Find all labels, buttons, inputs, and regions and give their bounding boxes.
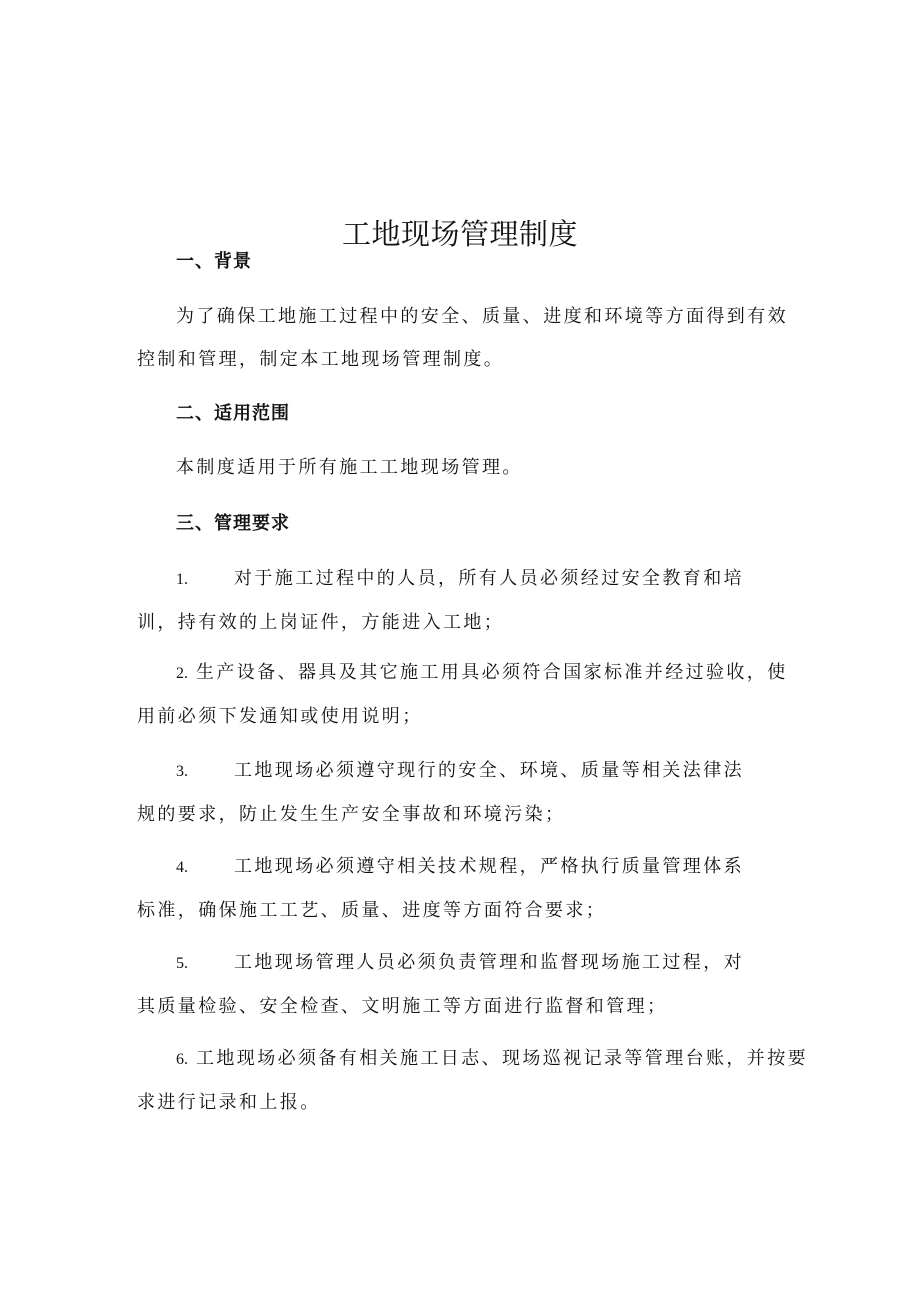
requirement-line-2: 用前必须下发通知或使用说明； <box>137 706 423 727</box>
requirement-item-4 <box>137 845 797 932</box>
requirement-line-1 <box>137 1037 808 1081</box>
requirement-item-1 <box>137 557 797 644</box>
item-number: 1. <box>176 571 188 588</box>
requirement-line-2: 求进行记录和上报。 <box>137 1092 321 1113</box>
paragraph-line: 本制度适用于所有施工工地现场管理。 <box>176 457 523 478</box>
item-text: 工地现场管理人员必须负责管理和监督现场施工过程，对 <box>234 952 744 973</box>
requirement-line-2: 其质量检验、安全检查、文明施工等方面进行监督和管理； <box>137 996 668 1017</box>
section-scope-paragraph <box>137 446 797 489</box>
requirement-line-1 <box>137 651 797 695</box>
item-number: 6. <box>176 1051 188 1068</box>
item-number: 2. <box>176 665 188 682</box>
requirement-item-5 <box>137 941 797 1028</box>
item-text: 工地现场必须遵守现行的安全、环境、质量等相关法律法 <box>234 760 744 781</box>
paragraph-line: 控制和管理，制定本工地现场管理制度。 <box>137 349 505 370</box>
requirement-line-2: 训，持有效的上岗证件，方能进入工地； <box>137 612 505 633</box>
requirement-line-2: 标准，确保施工工艺、质量、进度等方面符合要求； <box>137 900 607 921</box>
requirement-line-1 <box>137 845 797 889</box>
requirement-line-1 <box>137 941 797 985</box>
requirement-item-6 <box>137 1037 808 1124</box>
document-title: 工地现场管理制度 <box>341 217 578 252</box>
item-number: 3. <box>176 763 188 780</box>
requirement-line-1 <box>137 557 797 601</box>
requirement-line-1 <box>137 749 797 793</box>
item-text: 工地现场必须遵守相关技术规程，严格执行质量管理体系 <box>234 856 744 877</box>
item-text: 对于施工过程中的人员，所有人员必须经过安全教育和培 <box>234 568 744 589</box>
section-background-paragraph <box>137 295 797 381</box>
item-text: 生产设备、器具及其它施工用具必须符合国家标准并经过验收，使 <box>196 662 788 683</box>
item-text: 工地现场必须备有相关施工日志、现场巡视记录等管理台账，并按要 <box>196 1048 808 1069</box>
item-number: 4. <box>176 859 188 876</box>
paragraph-line: 为了确保工地施工过程中的安全、质量、进度和环境等方面得到有效 <box>176 306 788 327</box>
requirement-line-2: 规的要求，防止发生生产安全事故和环境污染； <box>137 804 566 825</box>
section-heading-background: 一、背景 <box>176 251 252 272</box>
section-heading-requirements: 三、管理要求 <box>176 513 290 534</box>
requirement-item-3 <box>137 749 797 836</box>
requirement-item-2 <box>137 651 797 738</box>
section-heading-scope: 二、适用范围 <box>176 403 290 424</box>
item-number: 5. <box>176 955 188 972</box>
